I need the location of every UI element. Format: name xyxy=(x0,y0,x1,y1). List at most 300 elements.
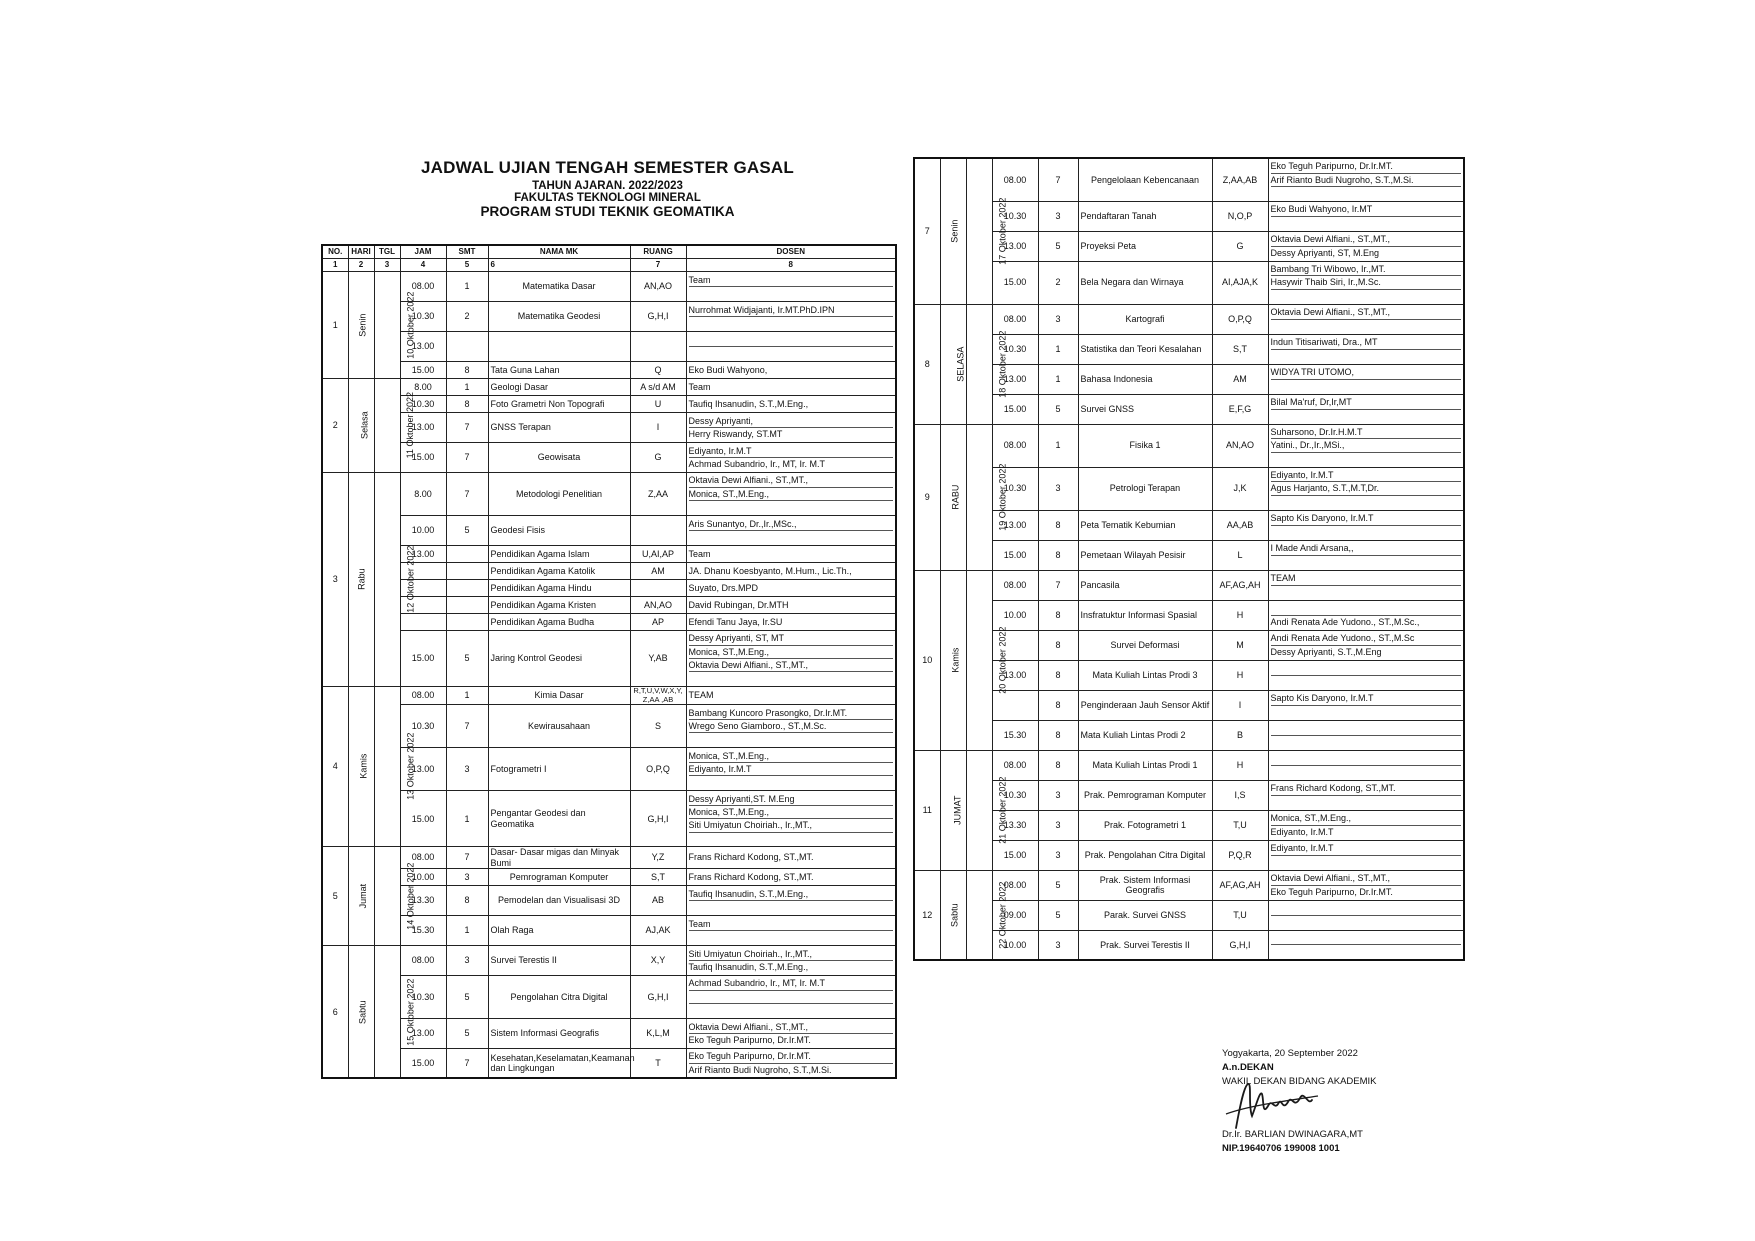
lecturer-name xyxy=(1271,902,1462,915)
semester: 8 xyxy=(1038,690,1078,720)
room: B xyxy=(1212,720,1268,750)
column-number: 2 xyxy=(348,259,374,272)
course-name: Geodesi Fisis xyxy=(488,516,630,546)
lecturer-name xyxy=(1271,350,1462,362)
lecturer-cell xyxy=(1268,540,1464,570)
course-name: Pemetaan Wilayah Pesisir xyxy=(1078,540,1212,570)
signature-on-behalf: A.n.DEKAN xyxy=(1222,1061,1274,1073)
lecturer-name: Herry Riswandy, ST.MT xyxy=(688,429,783,439)
schedule-table-right xyxy=(913,157,1465,961)
lecturer-cell xyxy=(686,563,896,580)
lecturer-name xyxy=(1271,586,1462,598)
exam-time: 15.00 xyxy=(400,791,446,847)
course-name: Statistika dan Teori Kesalahan xyxy=(1078,334,1212,364)
day-number: 6 xyxy=(322,945,348,1078)
day-name-text: RABU xyxy=(949,484,960,510)
lecturer-name xyxy=(689,991,894,1004)
lecturer-name xyxy=(689,931,894,943)
course-name: Pemodelan dan Visualisasi 3D xyxy=(488,885,630,915)
table-row xyxy=(322,379,896,396)
day-name-text: Sabtu xyxy=(357,999,368,1024)
course-name: Peta Tematik Kebumian xyxy=(1078,510,1212,540)
lecturer-cell xyxy=(686,516,896,546)
column-header: DOSEN xyxy=(686,245,896,259)
semester: 7 xyxy=(446,443,488,473)
lecturer-cell xyxy=(686,705,896,748)
course-name: Geowisata xyxy=(488,443,630,473)
lecturer-name xyxy=(1271,556,1462,568)
lecturer-name xyxy=(1271,752,1462,765)
exam-date xyxy=(966,158,1007,304)
room: S xyxy=(630,705,686,748)
lecturer-name: Team xyxy=(689,274,894,287)
lecturer-name: Ediyanto, Ir.M.T xyxy=(689,763,894,776)
lecturer-cell xyxy=(1268,780,1464,810)
exam-time: 15.00 xyxy=(400,1048,446,1078)
lecturer-name: Frans Richard Kodong, ST.,MT. xyxy=(1271,782,1462,795)
exam-time: 15.30 xyxy=(992,720,1038,750)
room: AN,AO xyxy=(630,272,686,302)
lecturer-name: Suyato, Drs.MPD xyxy=(688,582,759,593)
lecturer-cell xyxy=(1268,810,1464,840)
course-name: Mata Kuliah Lintas Prodi 1 xyxy=(1078,750,1212,780)
lecturer-cell xyxy=(1268,570,1464,600)
semester: 1 xyxy=(446,272,488,302)
lecturer-name: Monica, ST.,M.Eng., xyxy=(689,646,894,659)
lecturer-name xyxy=(689,334,894,347)
semester: 5 xyxy=(446,975,488,1018)
table-row xyxy=(322,687,896,705)
course-name: Pendidikan Agama Islam xyxy=(488,546,630,563)
lecturer-name: Oktavia Dewi Alfiani., ST.,MT., xyxy=(689,474,894,487)
semester: 5 xyxy=(1038,231,1078,261)
lecturer-cell xyxy=(686,272,896,302)
lecturer-cell xyxy=(686,748,896,791)
exam-date xyxy=(966,424,1007,570)
table-row xyxy=(914,261,1464,304)
lecturer-name: Ediyanto, Ir.M.T xyxy=(1271,469,1462,482)
day-name xyxy=(940,304,966,424)
lecturer-name xyxy=(1271,662,1462,675)
lecturer-cell xyxy=(686,473,896,516)
signatory-nip: NIP.19640706 199008 1001 xyxy=(1222,1143,1340,1155)
table-row xyxy=(322,362,896,379)
lecturer-name xyxy=(1271,796,1462,808)
document-title: JADWAL UJIAN TENGAH SEMESTER GASAL xyxy=(421,158,794,177)
day-name-text: SELASA xyxy=(954,346,965,382)
day-name-text: Senin xyxy=(356,313,367,337)
lecturer-cell xyxy=(1268,334,1464,364)
lecturer-name: Eko Teguh Paripurno, Dr.Ir.MT. xyxy=(689,1050,894,1063)
lecturer-cell xyxy=(1268,660,1464,690)
exam-time: 15.00 xyxy=(992,540,1038,570)
room: J,K xyxy=(1212,467,1268,510)
semester: 2 xyxy=(1038,261,1078,304)
course-name: Pengantar Geodesi dan Geomatika xyxy=(488,791,630,847)
day-number: 2 xyxy=(322,379,348,473)
room: G,H,I xyxy=(630,975,686,1018)
lecturer-name xyxy=(689,833,894,845)
semester: 1 xyxy=(1038,424,1078,467)
course-name: Prak. Sistem Informasi Geografis xyxy=(1078,870,1212,900)
lecturer-name xyxy=(1271,676,1462,688)
semester: 3 xyxy=(1038,780,1078,810)
day-number: 10 xyxy=(914,570,940,750)
lecturer-name xyxy=(1271,217,1462,229)
lecturer-name: Agus Harjanto, S.T.,M.T,Dr. xyxy=(1271,482,1462,495)
lecturer-cell xyxy=(686,413,896,443)
exam-date-text: 10 Oktober 2022 xyxy=(404,291,415,359)
exam-time: 10.30 xyxy=(400,705,446,748)
lecturer-name: Oktavia Dewi Alfiani., ST.,MT., xyxy=(1271,306,1462,319)
lecturer-cell xyxy=(1268,750,1464,780)
room: G xyxy=(630,443,686,473)
course-name: Sistem Informasi Geografis xyxy=(488,1018,630,1048)
lecturer-name: Arif Rianto Budi Nugroho, S.T.,M.Si. xyxy=(688,1064,832,1075)
lecturer-name xyxy=(1271,945,1462,957)
course-name: Foto Grametri Non Topografi xyxy=(488,396,630,413)
exam-date xyxy=(374,379,415,473)
exam-time: 09.00 xyxy=(992,900,1038,930)
exam-time: 8.00 xyxy=(400,473,446,516)
exam-time: 08.00 xyxy=(992,304,1038,334)
lecturer-name xyxy=(689,776,894,788)
program-name: PROGRAM STUDI TEKNIK GEOMATIKA xyxy=(480,204,735,219)
lecturer-name: Monica, ST.,M.Eng., xyxy=(689,806,894,819)
exam-time: 15.30 xyxy=(400,915,446,945)
column-header-row xyxy=(322,245,896,259)
room: AI,AJA,K xyxy=(1212,261,1268,304)
lecturer-cell xyxy=(686,868,896,885)
table-row xyxy=(322,631,896,687)
table-row xyxy=(914,600,1464,630)
lecturer-cell xyxy=(686,396,896,413)
lecturer-cell xyxy=(1268,424,1464,467)
lecturer-name: Dessy Apriyanti, ST, M.Eng xyxy=(1270,247,1380,258)
semester: 5 xyxy=(446,516,488,546)
exam-time: 13.00 xyxy=(992,660,1038,690)
exam-date-text: 19 Oktober 2022 xyxy=(996,463,1007,531)
signature-place-date: Yogyakarta, 20 September 2022 xyxy=(1222,1048,1358,1059)
signature-position: WAKIL DEKAN BIDANG AKADEMIK xyxy=(1222,1075,1377,1087)
exam-time: 15.00 xyxy=(992,261,1038,304)
lecturer-cell xyxy=(686,945,896,975)
course-name: Pendaftaran Tanah xyxy=(1078,201,1212,231)
semester: 8 xyxy=(1038,510,1078,540)
lecturer-cell xyxy=(686,847,896,869)
day-name-text: Sabtu xyxy=(949,902,960,927)
room xyxy=(630,580,686,597)
course-name: Pengolahan Citra Digital xyxy=(488,975,630,1018)
room: G,H,I xyxy=(1212,930,1268,960)
day-name-text: Selasa xyxy=(359,411,370,440)
lecturer-cell xyxy=(1268,158,1464,201)
exam-date-text: 18 Oktober 2022 xyxy=(996,330,1007,398)
exam-date-text: 12 Oktober 2022 xyxy=(404,545,415,614)
lecturer-name: Andi Renata Ade Yudono., ST.,M.Sc xyxy=(1271,632,1462,645)
course-name: Petrologi Terapan xyxy=(1078,467,1212,510)
lecturer-name xyxy=(1271,290,1462,302)
semester: 7 xyxy=(446,1048,488,1078)
day-name-text: Rabu xyxy=(356,568,367,591)
lecturer-name xyxy=(1271,722,1462,735)
table-row xyxy=(914,840,1464,870)
day-number: 11 xyxy=(914,750,940,870)
course-name: Mata Kuliah Lintas Prodi 2 xyxy=(1078,720,1212,750)
lecturer-name: Andi Renata Ade Yudono., ST.,M.Sc., xyxy=(1270,616,1420,627)
room: T,U xyxy=(1212,900,1268,930)
lecturer-name xyxy=(1271,410,1462,422)
lecturer-name: Dessy Apriyanti, S.T.,M.Eng xyxy=(1270,646,1382,657)
lecturer-cell xyxy=(1268,231,1464,261)
room: AB xyxy=(630,885,686,915)
day-name xyxy=(348,687,374,847)
exam-time: 10.30 xyxy=(992,334,1038,364)
lecturer-name xyxy=(1271,187,1462,199)
room: P,Q,R xyxy=(1212,840,1268,870)
column-number: 4 xyxy=(400,259,446,272)
lecturer-name: Achmad Subandrio, Ir., MT, Ir. M.T xyxy=(689,977,894,990)
lecturer-name xyxy=(689,672,894,684)
lecturer-name: Eko Teguh Paripurno, Dr.Ir.MT. xyxy=(1270,886,1393,897)
lecturer-cell xyxy=(1268,840,1464,870)
lecturer-name: TEAM xyxy=(688,690,714,701)
exam-time xyxy=(400,614,446,631)
day-name-text: Kamis xyxy=(949,647,960,673)
column-number: 1 xyxy=(322,259,348,272)
lecturer-cell xyxy=(686,885,896,915)
room: AM xyxy=(630,563,686,580)
day-name xyxy=(940,158,966,304)
column-header: NAMA MK xyxy=(488,245,630,259)
room: S,T xyxy=(630,868,686,885)
lecturer-cell xyxy=(1268,870,1464,900)
exam-time: 13.00 xyxy=(400,748,446,791)
course-name: Pendidikan Agama Budha xyxy=(488,614,630,631)
semester: 8 xyxy=(1038,630,1078,660)
course-name: Survei Terestis II xyxy=(488,945,630,975)
lecturer-name xyxy=(689,901,894,913)
course-name: Parak. Survei GNSS xyxy=(1078,900,1212,930)
exam-time: 13.00 xyxy=(400,413,446,443)
day-name-text: Jumat xyxy=(357,883,368,909)
course-name: Pemrograman Komputer xyxy=(488,868,630,885)
exam-date-text: 17 Oktober 2022 xyxy=(996,197,1007,265)
semester: 7 xyxy=(446,847,488,869)
lecturer-cell xyxy=(686,915,896,945)
exam-time: 08.00 xyxy=(400,272,446,302)
exam-date-text: 15 Oktober 2022 xyxy=(404,978,415,1046)
room: AA,AB xyxy=(1212,510,1268,540)
column-number: 3 xyxy=(374,259,400,272)
lecturer-name: Taufiq Ihsanudin, S.T.,M.Eng., xyxy=(688,398,809,409)
exam-date xyxy=(374,473,415,687)
exam-time: 13.00 xyxy=(400,546,446,563)
lecturer-name xyxy=(1271,932,1462,945)
table-row xyxy=(914,304,1464,334)
column-number: 8 xyxy=(686,259,896,272)
day-number: 5 xyxy=(322,847,348,946)
room: T,U xyxy=(1212,810,1268,840)
lecturer-name xyxy=(689,531,894,543)
semester: 1 xyxy=(446,687,488,705)
room: G,H,I xyxy=(630,791,686,847)
lecturer-cell xyxy=(686,302,896,332)
room: L xyxy=(1212,540,1268,570)
exam-time: 13.30 xyxy=(400,885,446,915)
exam-date xyxy=(374,945,415,1078)
lecturer-name: Oktavia Dewi Alfiani., ST.,MT., xyxy=(689,659,894,672)
course-name xyxy=(488,332,630,362)
semester: 8 xyxy=(446,396,488,413)
course-name: Insfratuktur Informasi Spasial xyxy=(1078,600,1212,630)
lecturer-cell xyxy=(1268,690,1464,720)
course-name: Pendidikan Agama Kristen xyxy=(488,597,630,614)
column-header: NO. xyxy=(322,245,348,259)
semester: 8 xyxy=(1038,720,1078,750)
room: AP xyxy=(630,614,686,631)
semester: 1 xyxy=(1038,334,1078,364)
lecturer-cell xyxy=(1268,930,1464,960)
course-name: Olah Raga xyxy=(488,915,630,945)
course-name: Matematika Geodesi xyxy=(488,302,630,332)
exam-time: 08.00 xyxy=(400,945,446,975)
room: R,T,U,V,W,X,Y, Z,AA ,AB xyxy=(630,687,686,705)
room: O,P,Q xyxy=(1212,304,1268,334)
exam-time: 08.00 xyxy=(400,687,446,705)
lecturer-name: Team xyxy=(688,381,711,392)
lecturer-cell xyxy=(686,631,896,687)
day-name xyxy=(940,424,966,570)
room: T xyxy=(630,1048,686,1078)
course-name: Prak. Pemrograman Komputer xyxy=(1078,780,1212,810)
lecturer-name: Oktavia Dewi Alfiani., ST.,MT., xyxy=(1271,872,1462,885)
lecturer-name: Eko Teguh Paripurno, Dr.Ir.MT. xyxy=(1271,160,1462,173)
lecturer-name: Oktavia Dewi Alfiani., ST.,MT., xyxy=(1271,233,1462,246)
table-row xyxy=(322,847,896,869)
lecturer-name: Indun Titisariwati, Dra., MT xyxy=(1271,336,1462,349)
lecturer-name: Oktavia Dewi Alfiani., ST.,MT., xyxy=(689,1021,894,1034)
lecturer-cell xyxy=(686,580,896,597)
column-header: TGL xyxy=(374,245,400,259)
semester xyxy=(446,580,488,597)
table-row xyxy=(322,272,896,302)
lecturer-cell xyxy=(686,546,896,563)
exam-time: 10.00 xyxy=(400,868,446,885)
semester: 5 xyxy=(1038,394,1078,424)
course-name: Penginderaan Jauh Sensor Aktif xyxy=(1078,690,1212,720)
day-name-text: JUMAT xyxy=(952,795,962,825)
faculty-name: FAKULTAS TEKNOLOGI MINERAL xyxy=(514,192,701,204)
semester: 8 xyxy=(1038,660,1078,690)
exam-time: 8.00 xyxy=(400,379,446,396)
room: AF,AG,AH xyxy=(1212,570,1268,600)
room: G,H,I xyxy=(630,302,686,332)
course-name: Kimia Dasar xyxy=(488,687,630,705)
lecturer-cell xyxy=(686,332,896,362)
lecturer-name: Yatini., Dr.,Ir.,MSi., xyxy=(1271,439,1462,452)
room: I xyxy=(1212,690,1268,720)
course-name: Bahasa Indonesia xyxy=(1078,364,1212,394)
day-number: 4 xyxy=(322,687,348,847)
semester: 3 xyxy=(446,945,488,975)
semester: 5 xyxy=(446,1018,488,1048)
room: O,P,Q xyxy=(630,748,686,791)
semester: 7 xyxy=(446,413,488,443)
table-row xyxy=(322,614,896,631)
course-name: Kartografi xyxy=(1078,304,1212,334)
lecturer-name: Hasywir Thaib Siri, Ir.,M.Sc. xyxy=(1271,276,1462,289)
table-row xyxy=(322,473,896,516)
exam-time: 15.00 xyxy=(400,631,446,687)
lecturer-cell xyxy=(686,379,896,396)
table-row xyxy=(914,540,1464,570)
day-number: 3 xyxy=(322,473,348,687)
exam-time: 10.30 xyxy=(400,396,446,413)
semester: 3 xyxy=(1038,467,1078,510)
room: Q xyxy=(630,362,686,379)
semester: 3 xyxy=(1038,930,1078,960)
lecturer-name: I Made Andi Arsana,, xyxy=(1271,542,1462,555)
exam-time: 13.00 xyxy=(400,1018,446,1048)
semester: 3 xyxy=(1038,840,1078,870)
table-row xyxy=(914,424,1464,467)
exam-time: 08.00 xyxy=(992,158,1038,201)
room: AM xyxy=(1212,364,1268,394)
column-number-row xyxy=(322,259,896,272)
column-header: HARI xyxy=(348,245,374,259)
room: AJ,AK xyxy=(630,915,686,945)
column-header: RUANG xyxy=(630,245,686,259)
room: Z,AA xyxy=(630,473,686,516)
table-row xyxy=(914,158,1464,201)
room: K,L,M xyxy=(630,1018,686,1048)
day-name xyxy=(940,570,966,750)
lecturer-name xyxy=(689,733,894,745)
exam-time: 13.00 xyxy=(992,231,1038,261)
semester: 5 xyxy=(1038,900,1078,930)
lecturer-name: Taufiq Ihsanudin, S.T.,M.Eng., xyxy=(688,961,809,972)
signatory-name: Dr.Ir. BARLIAN DWINAGARA,MT xyxy=(1222,1129,1363,1141)
lecturer-name: Aris Sunantyo, Dr.,Ir.,MSc., xyxy=(689,518,894,531)
day-name xyxy=(348,847,374,946)
semester: 8 xyxy=(446,362,488,379)
lecturer-name: Bilal Ma'ruf, Dr,Ir,MT xyxy=(1271,396,1462,409)
exam-date-text: 13 Oktober 2022 xyxy=(404,733,415,801)
schedule-table-left xyxy=(321,244,897,1079)
table-row xyxy=(914,690,1464,720)
room: AF,AG,AH xyxy=(1212,870,1268,900)
semester: 8 xyxy=(1038,750,1078,780)
lecturer-name: Team xyxy=(688,548,711,559)
lecturer-cell xyxy=(1268,510,1464,540)
room: Y,Z xyxy=(630,847,686,869)
semester: 3 xyxy=(1038,810,1078,840)
exam-time: 08.00 xyxy=(992,750,1038,780)
exam-time: 10.30 xyxy=(992,201,1038,231)
lecturer-name: Frans Richard Kodong, ST.,MT. xyxy=(688,852,814,863)
lecturer-name: TEAM xyxy=(1271,572,1462,585)
semester: 7 xyxy=(446,705,488,748)
lecturer-name xyxy=(689,317,894,329)
lecturer-name: Siti Umiyatun Choiriah., Ir.,MT., xyxy=(689,819,894,832)
table-row xyxy=(914,394,1464,424)
lecturer-name: Ediyanto, Ir.M.T xyxy=(1271,842,1462,855)
course-name: Geologi Dasar xyxy=(488,379,630,396)
room: Y,AB xyxy=(630,631,686,687)
room: S,T xyxy=(1212,334,1268,364)
day-name xyxy=(348,379,374,473)
